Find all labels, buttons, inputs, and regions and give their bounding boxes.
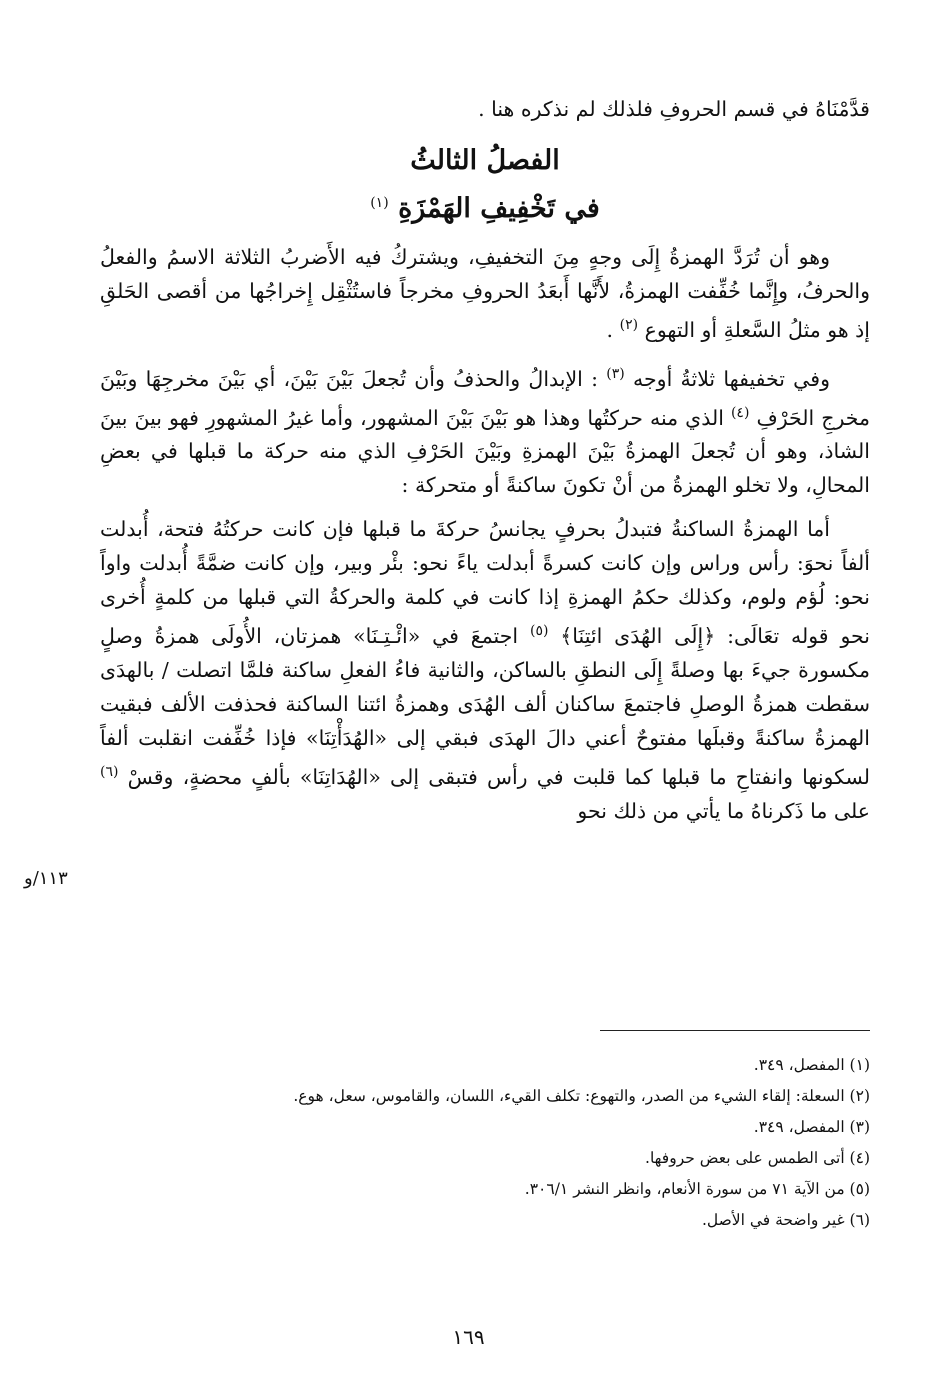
footnote-ref-5: (٥) — [529, 623, 549, 640]
paragraph-3-text — [100, 512, 870, 828]
footnote-divider — [600, 1030, 870, 1031]
footnote-ref-6: (٦) — [100, 764, 119, 781]
footnote-1: (١) المفصل، ٣٤٩. — [753, 1056, 870, 1074]
footnote-ref-4: (٤) — [730, 404, 750, 421]
paragraph-3-part-1: أما الهمزةُ الساكنةُ فتبدلُ بحرفٍ يجانسُ حركةَ ما قبلها فإن كانت حركتُهُ فتحة، أُبدلت ألفاً نحوَ: رأس وراس وإن كانت كسرةً أبدلت ياءً نحو: بئْر وبير، وإن كانت ضمَّةً أُبدلت واواً نحو: لُؤم ولوم، وكذلك حكمُ الهمزةِ إذا كانت في كلمة والحركةُ التي قبلها من كلمةٍ أُخرى نحو قوله تعَالَى: ﴿إِلَى الهُدَى ائتِنَا﴾ — [100, 517, 870, 649]
paragraph-1 — [100, 240, 870, 347]
footnote-6: (٦) غير واضحة في الأصل. — [701, 1211, 870, 1229]
paragraph-2-part-3: الذي منه حركتُها وهذا هو بَيْنَ بَيْنَ المشهور، وأما غيرُ المشهورِ فهو بينَ بينَ الشاذ، وهو أن تُجعلَ الهمزةُ بَيْنَ الهمزةِ وبَيْنَ الحَرْفِ الذي منه حركة ما قبلها في بعضِ المحالِ، ولا تخلو الهمزةُ من أنْ تكونَ ساكنةً أو متحركة : — [100, 405, 870, 498]
footnote-3: (٣) المفصل، ٣٤٩. — [753, 1118, 870, 1136]
footnote-2: (٢) السعلة: إلقاء الشيء من الصدر، والتهوع: تكلف القيء، اللسان، والقاموس، سعل، هوع. — [293, 1087, 870, 1105]
page-body — [100, 92, 870, 828]
footnotes-list — [170, 1050, 870, 1236]
paragraph-3-part-2: اجتمعَ في «ائْـتِـنَا» همزتان، الأُولَى همزةُ وصلٍ مكسورة جيءَ بها وصلةً إِلَى النطقِ بالساكن، والثانية فاءُ الفعلِ ساكنة فلمَّا اتصلت / بالهدَى سقطت همزةُ الوصلِ فاجتمعَ ساكنان ألف الهُدَى وهمزةُ ائتنا الساكنة فحذفت الألف فبقيت الهمزةُ ساكنةً وقبلَها مفتوحٌ أعني دالَ الهدَى فبقي إلى «الهُدَأْتِنَا» فإذا خُفِّفت انقلبت ألفاً لسكونها وانفتاحِ ما قبلها كما قلبت في رأس فتبقى إلى «الهُدَاتِنَا» بألفٍ محضةٍ، وقسْ — [100, 624, 870, 790]
footnote-ref-1: (١) — [370, 195, 389, 211]
intro-line: قدَّمْنَاهُ في قسم الحروفِ فلذلك لم نذكره هنا . — [478, 97, 870, 121]
manuscript-folio-marker: ١١٣/و — [24, 868, 68, 889]
paragraph-1-body: وهو أن تُرَدَّ الهمزةُ إِلَى وجهٍ مِنَ التخفيفِ، ويشتركُ فيه الأَضربُ الثلاثة الاسمُ والفعلُ والحرفُ، وإِنَّما خُفِّفت الهمزةُ، لأَنَّها أَبعَدُ الحروفِ مخرجاً فاستُثْقِل إِخراجُها من أقصى الحَلقِ إذ هو مثلُ السَّعلةِ أو التهوع — [100, 245, 870, 342]
paragraph-3 — [100, 512, 870, 828]
paragraph-1-text — [100, 240, 870, 347]
paragraph-2-text — [100, 357, 870, 503]
paragraph-2 — [100, 357, 870, 503]
chapter-subtitle — [100, 182, 870, 230]
paragraph-1-end: . — [606, 317, 614, 342]
paragraph-2-part-2: : الإبدالُ والحذفُ وأن تُجعلَ بَيْنَ بَيْنَ، أي بَيْنَ مخرجِهَا وبَيْنَ مخرجِ الحَرْفِ — [100, 366, 870, 430]
footnote-ref-2: (٢) — [619, 317, 639, 333]
paragraph-3-part-3: على ما ذَكرناهُ ما يأتي من ذلك نحو — [577, 799, 870, 824]
footnote-ref-3: (٣) — [606, 365, 625, 382]
footnote-4: (٤) أتى الطمس على بعض حروفها. — [645, 1149, 870, 1167]
paragraph-2-part-1: وفي تخفيفها ثلاثةُ أوجه — [633, 366, 830, 391]
chapter-subtitle-text: في تَخْفِيفِ الهَمْزَةِ — [398, 193, 600, 224]
page-number: ١٦٩ — [452, 1325, 485, 1349]
footnote-5: (٥) من الآية ٧١ من سورة الأنعام، وانظر النشر ٣٠٦/١. — [524, 1180, 870, 1198]
chapter-title: الفصلُ الثالثُ — [410, 145, 560, 176]
